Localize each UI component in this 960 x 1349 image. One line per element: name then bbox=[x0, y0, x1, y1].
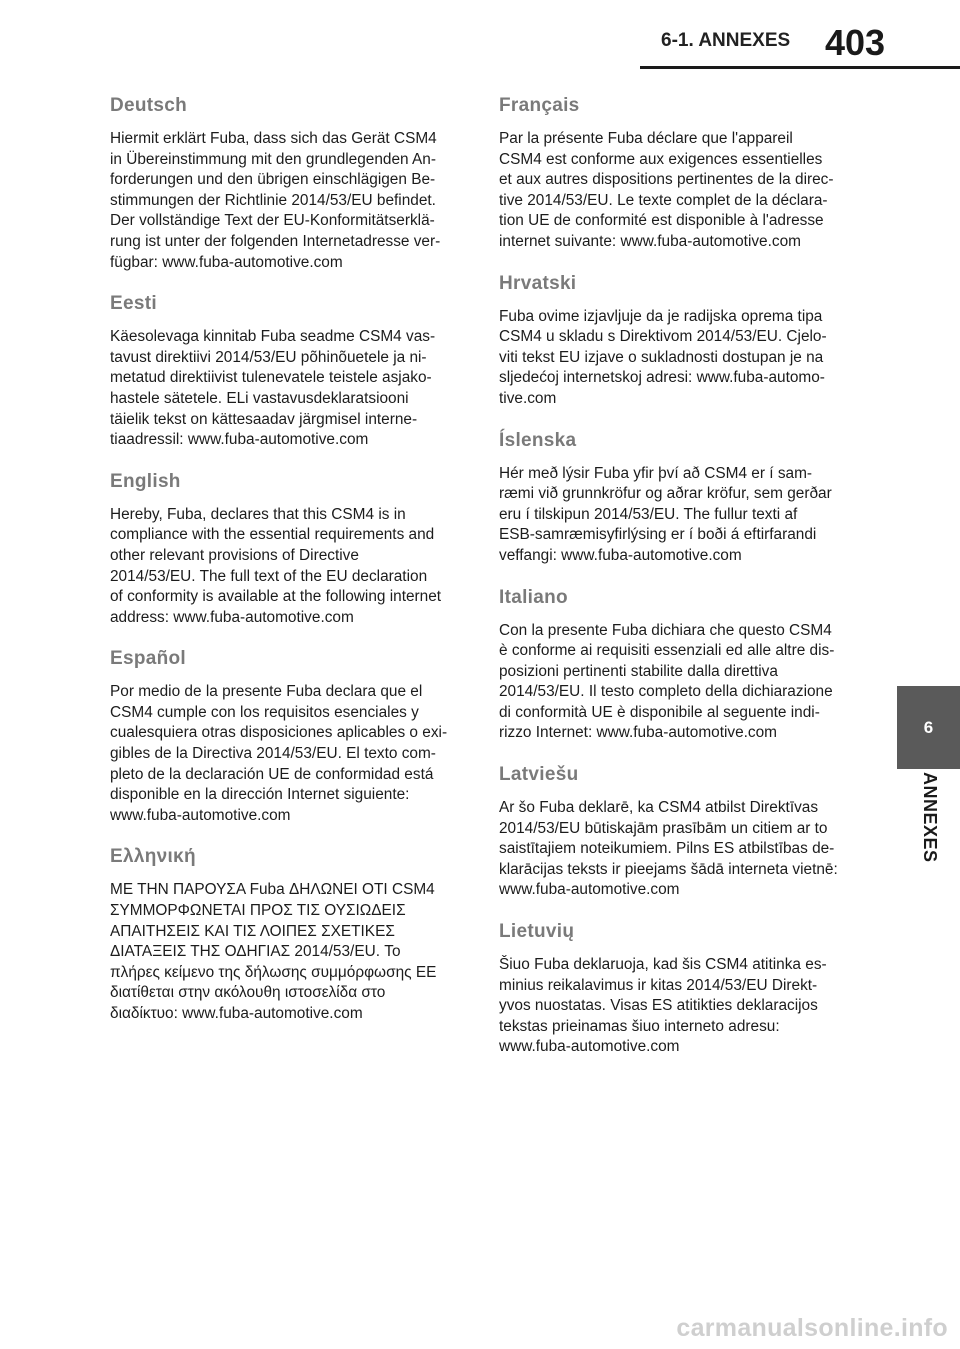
left-column bbox=[110, 94, 455, 1044]
language-section bbox=[499, 763, 844, 901]
language-title: Íslenska bbox=[499, 429, 577, 451]
watermark: carmanualsonline.info bbox=[676, 1314, 948, 1342]
page-header bbox=[0, 0, 960, 80]
language-title: Ελληνική bbox=[110, 846, 196, 868]
language-title: Hrvatski bbox=[499, 272, 577, 294]
declaration-text: Šiuo Fuba deklaruoja, kad šis CSM4 atitinka es- minius reikalavimus ir kitas 2014/53/EU Direkt- yvos nuostatas. Visas ES atitikties deklaracijos tekstas prieinamas šiuo interneto adresu: www.fuba-automotive.com bbox=[499, 956, 827, 1056]
language-title: Español bbox=[110, 648, 187, 670]
language-section bbox=[499, 920, 844, 1058]
declaration-text: Ar šo Fuba deklarē, ka CSM4 atbilst Direktīvas 2014/53/EU būtiskajām prasībām un citiem ar to saistītajiem noteikumiem. Pilns ES atbilstības de- klarācijas teksts ir pieejams šādā interneta vietnē: www.fuba-automotive.com bbox=[499, 799, 838, 899]
declaration-text: ΜΕ ΤΗΝ ΠΑΡΟΥΣΑ Fuba ΔΗΛΩΝΕΙ ΟΤΙ CSM4 ΣΥΜΜΟΡΦΩΝΕΤΑΙ ΠΡΟΣ ΤΙΣ ΟΥΣΙΩΔΕΙΣ ΑΠΑΙΤΗΣΕΙΣ ΚΑΙ ΤΙΣ ΛΟΙΠΕΣ ΣΧΕΤΙΚΕΣ ΔΙΑΤΑΞΕΙΣ ΤΗΣ ΟΔΗΓΙΑΣ 2014/53/EU. Το πλήρες κείμενο της δήλωσης συμμόρφωσης ΕΕ διατίθεται στην ακόλουθη ιστοσελίδα στο διαδίκτυο: www.fuba-automotive.com bbox=[110, 881, 437, 1022]
header-rule bbox=[640, 66, 960, 69]
language-section bbox=[499, 272, 844, 410]
language-title: English bbox=[110, 470, 181, 492]
language-title: Eesti bbox=[110, 293, 157, 315]
page-number: 403 bbox=[825, 22, 886, 63]
language-title: Lietuvių bbox=[499, 921, 575, 943]
declaration-text: Hereby, Fuba, declares that this CSM4 is in compliance with the essential requirements and other relevant provisions of Directive 2014/53/EU. The full text of the EU declaration of conformity is available at the following internet address: www.fuba-automotive.com bbox=[110, 505, 442, 626]
language-section bbox=[499, 586, 844, 745]
declaration-text: Hiermit erklärt Fuba, dass sich das Gerät CSM4 in Übereinstimmung mit den grundlegenden An- forderungen und den übrigen einschlägigen Be- stimmungen der Richtlinie 2014/53/EU befindet. Der vollständige Text der EU-Konformitätserklä- rung ist unter der folgenden Internetadresse ver- fügbar: www.fuba-automotive.com bbox=[110, 130, 441, 271]
language-section bbox=[110, 470, 455, 629]
language-title: Latviešu bbox=[499, 764, 579, 786]
chapter-label: ANNEXES bbox=[920, 772, 940, 863]
declaration-text: Fuba ovime izjavljuje da je radijska oprema tipa CSM4 u skladu s Direktivom 2014/53/EU. Cjelo- viti tekst EU izjave o sukladnosti dostupan je na sljedećoj internetskoj adresi: www.fuba-automo- tive.com bbox=[499, 307, 827, 407]
language-section bbox=[499, 94, 844, 253]
language-title: Italiano bbox=[499, 586, 568, 608]
declaration-text: Par la présente Fuba déclare que l'appareil CSM4 est conforme aux exigences essentielles et aux autres dispositions pertinentes de la direc- tive 2014/53/EU. Le texte complet de la déclara- tion UE de conformité est disponible à l'adresse internet suivante: www.fuba-automotive.com bbox=[499, 130, 834, 250]
right-column bbox=[499, 94, 844, 1077]
language-title: Français bbox=[499, 95, 580, 116]
section-title: 6-1. ANNEXES bbox=[661, 30, 791, 51]
language-section bbox=[110, 647, 455, 826]
declaration-text: Käesolevaga kinnitab Fuba seadme CSM4 vas- tavust direktiivi 2014/53/EU põhinõuetele ja ni- metatud direktiivist tulenevatele teistele asjako- hastele sätetele. ELi vastavusdeklaratsiooni täielik tekst on kättesaadav järgmisel interne- tiaadressil: www.fuba-automotive.com bbox=[110, 328, 436, 449]
language-title: Deutsch bbox=[110, 95, 188, 116]
chapter-number: 6 bbox=[923, 717, 934, 737]
declaration-text: Hér með lýsir Fuba yfir því að CSM4 er í sam- ræmi við grunnkröfur og aðrar kröfur, sem gerðar eru í tilskipun 2014/53/EU. The fullur texti af ESB-samræmisyfirlýsing er í boði á eftirfarandi veffangi: www.fuba-automotive.com bbox=[499, 464, 832, 564]
declaration-text: Con la presente Fuba dichiara che questo CSM4 è conforme ai requisiti essenziali ed alle altre dis- posizioni pertinenti stabilite dalla direttiva 2014/53/EU. Il testo completo della dichiarazione di conformità UE è disponibile al seguente indi- rizzo Internet: www.fuba-automotive.com bbox=[499, 621, 835, 742]
declaration-text: Por medio de la presente Fuba declara que el CSM4 cumple con los requisitos esenciales y cualesquiera otras disposiciones aplicables o exi- gibles de la Directiva 2014/53/EU. El texto com- pleto de la declaración UE de conformidad está disponible en la dirección Internet siguiente: www.fuba-automotive.com bbox=[110, 683, 448, 824]
chapter-tab bbox=[897, 686, 960, 769]
language-section bbox=[110, 845, 455, 1024]
language-section bbox=[110, 94, 455, 273]
language-section bbox=[499, 429, 844, 567]
language-section bbox=[110, 292, 455, 451]
